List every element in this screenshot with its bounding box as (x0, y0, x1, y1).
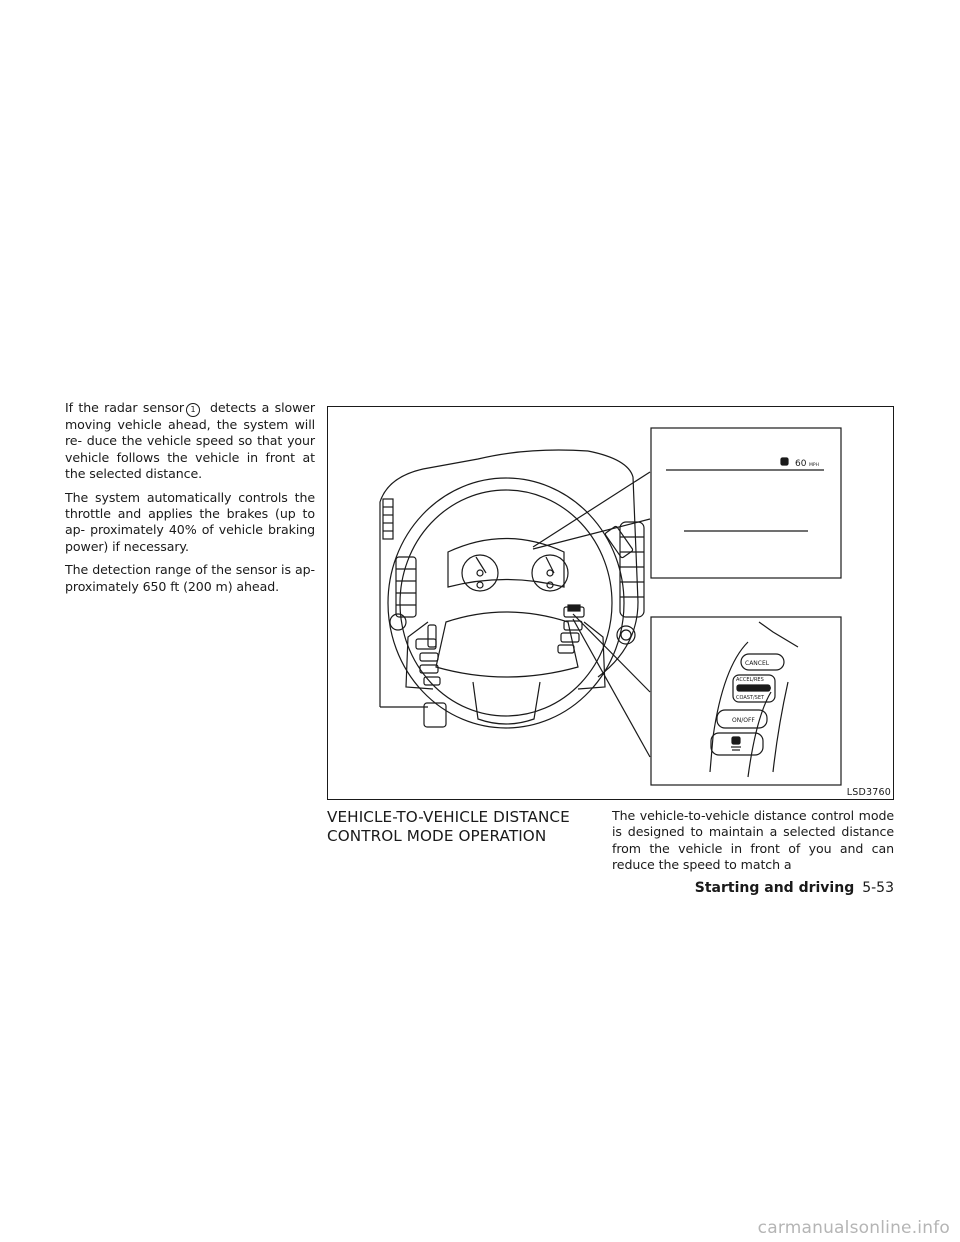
section-heading (327, 808, 602, 846)
footer-section-title: Starting and driving (694, 880, 855, 896)
cancel-label: CANCEL (745, 660, 770, 667)
paragraph-text: If the radar sensor (65, 400, 184, 415)
page-footer (695, 880, 894, 896)
switch-inset-frame (651, 617, 841, 785)
illustration-drawing (328, 407, 894, 800)
paragraph-radar-sensor (65, 400, 315, 483)
steering-wheel-illustration (327, 406, 894, 800)
section-heading-line: VEHICLE-TO-VEHICLE DISTANCE (327, 808, 570, 826)
callout-line-switches (573, 614, 650, 692)
vehicle-ahead-icon (781, 458, 788, 465)
accel-res-label: ACCEL/RES (736, 677, 764, 683)
distance-icon (732, 737, 740, 744)
paragraph-throttle-brakes: The system automatically controls the throttle and applies the brakes (up to ap- proximately 40% of vehicle braking power) if necessary. (65, 489, 315, 554)
display-unit: MPH (809, 463, 819, 468)
figure-code: LSD3760 (846, 787, 891, 798)
page-number: 5-53 (862, 880, 894, 896)
paragraph-text: detects a slower moving vehicle ahead, the system will re- duce the vehicle speed so that your vehicle follows the vehicle in front at the selected distance. (65, 400, 315, 482)
display-speed: 60 (795, 459, 807, 469)
section-heading-line: CONTROL MODE OPERATION (327, 827, 547, 845)
left-column (65, 400, 315, 602)
coast-set-label: COAST/SET (736, 695, 765, 701)
display-inset-frame (651, 428, 841, 578)
watermark: carmanualsonline.info (757, 1218, 950, 1238)
callout-marker: 1 (186, 403, 200, 417)
steering-wheel (388, 478, 624, 728)
section-body: The vehicle-to-vehicle distance control mode is designed to maintain a selected distance from the vehicle in front of you and can reduce the speed to match a (612, 808, 894, 873)
on-off-label: ON/OFF (732, 717, 755, 724)
paragraph-detection-range: The detection range of the sensor is ap- proximately 650 ft (200 m) ahead. (65, 562, 315, 594)
